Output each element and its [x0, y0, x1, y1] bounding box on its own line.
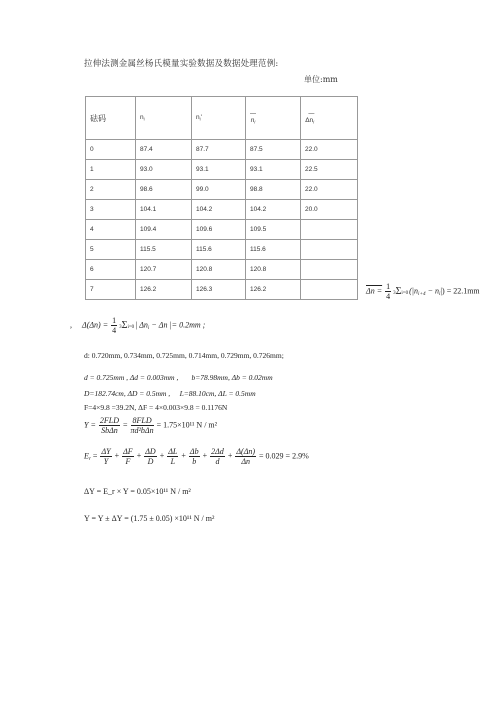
mean-delta-n-formula: Δn = $\frac{1}{4}$ $3\Sigma i=0(|n_{i+4} - n_i|) = 22.1mm$: [366, 282, 480, 301]
table-cell: 0: [86, 140, 136, 160]
table-cell: 99.0: [192, 180, 246, 200]
unit-label: 单位:mm: [304, 75, 338, 84]
table-cell: 109.5: [246, 220, 301, 240]
table-cell: 109.4: [136, 220, 192, 240]
force-line: F=4×9.8 =39.2N, ΔF = 4×0.003×9.8 = 0.1176N: [84, 403, 228, 412]
table-row: [86, 180, 358, 200]
table-cell: [301, 260, 358, 280]
table-cell: 104.2: [192, 200, 246, 220]
youngs-modulus-formula: Y = $\frac{\text{2FLD}}{\text{SbΔn}}$ = $\frac{\text{8FLD}}{\text{πd²bΔn}}$ = 1.75×10¹¹ N / m²: [84, 416, 218, 435]
error-term-fraction: $\frac{\Delta Y}{Y}$: [101, 447, 111, 466]
error-term-fraction: $\frac{\Delta b}{b}$: [189, 447, 199, 466]
table-cell: 20.0: [301, 200, 358, 220]
error-term-fraction: $\frac{\Delta(\Delta n)}{\Delta n}$: [236, 447, 256, 466]
table-row: [86, 220, 358, 240]
table-cell: 7: [86, 280, 136, 300]
error-term-fraction: $\frac{\Delta L}{L}$: [168, 447, 178, 466]
table-row: [86, 260, 358, 280]
table-row: [86, 200, 358, 220]
relative-error-formula: $E_r$ = $\frac{\Delta Y}{Y}$ + $\frac{\Delta F}{F}$ + $\frac{\Delta D}{D}$ + $\frac{\Delta L}{L}$ + $\frac{\Delta b}{b}$ + $\frac{2\Delta d}{d}$ + $\frac{\Delta(\Delta n)}{\Delta n}$ = 0.029 = 2.9%: [84, 447, 309, 466]
table-cell: 115.6: [246, 240, 301, 260]
page-title: 拉伸法测金属丝杨氏模量实验数据及数据处理范例:: [84, 59, 279, 69]
table-cell: 87.5: [246, 140, 301, 160]
data-table: [85, 96, 358, 300]
table-cell: 120.8: [192, 260, 246, 280]
error-term-fraction: $\frac{\Delta F}{F}$: [123, 447, 133, 466]
table-cell: 22.5: [301, 160, 358, 180]
table-cell: 22.0: [301, 180, 358, 200]
table-cell: 93.1: [246, 160, 301, 180]
table-cell: 93.0: [136, 160, 192, 180]
D-L-line: D=182.74cm, ΔD = 0.5mm , L=88.10cm, ΔL = 0.5mm: [84, 389, 256, 398]
table-cell: 6: [86, 260, 136, 280]
table-row: [86, 280, 358, 300]
header-ni-mean: — $n_i$: [246, 97, 301, 140]
table-cell: [301, 220, 358, 240]
table-row: [86, 140, 358, 160]
table-cell: 126.2: [136, 280, 192, 300]
table-cell: 98.8: [246, 180, 301, 200]
table-cell: 22.0: [301, 140, 358, 160]
table-cell: 104.1: [136, 200, 192, 220]
absolute-error-line: ΔY = E_r × Y = 0.05×10¹¹ N / m²: [84, 487, 191, 496]
table-cell: 115.5: [136, 240, 192, 260]
header-ni-prime: $n_i'$: [192, 97, 246, 140]
table-cell: 87.4: [136, 140, 192, 160]
table-header-row: [86, 97, 358, 140]
diameter-measurements: d: 0.720mm, 0.734mm, 0.725mm, 0.714mm, 0.729mm, 0.726mm;: [84, 351, 284, 360]
table-cell: 120.8: [246, 260, 301, 280]
table-row: [86, 240, 358, 260]
table-cell: 1: [86, 160, 136, 180]
table-cell: 98.6: [136, 180, 192, 200]
table-cell: 104.2: [246, 200, 301, 220]
delta-delta-n-formula: , Δ(Δn) = $\frac{1}{4}$ 3Σi=0| $\Delta n_i - \Delta n$ |= 0.2mm ;: [70, 316, 206, 335]
table-cell: 2: [86, 180, 136, 200]
final-result-line: Y = Y ± ΔY = (1.75 ± 0.05) ×10¹¹ N / m²: [84, 514, 215, 523]
table-cell: 109.6: [192, 220, 246, 240]
table-cell: 87.7: [192, 140, 246, 160]
header-delta-ni: — $\Delta n_i$: [301, 97, 358, 140]
table-row: [86, 160, 358, 180]
header-weight: 砝码: [86, 97, 136, 140]
table-cell: 120.7: [136, 260, 192, 280]
table-cell: 5: [86, 240, 136, 260]
error-term-fraction: $\frac{\Delta D}{D}$: [145, 447, 156, 466]
table-cell: [301, 280, 358, 300]
header-ni: $n_i$: [136, 97, 192, 140]
table-cell: 115.6: [192, 240, 246, 260]
error-term-fraction: $\frac{2\Delta d}{d}$: [211, 447, 224, 466]
mean-dn-lhs: Δn =: [366, 286, 383, 296]
table-cell: 4: [86, 220, 136, 240]
table-cell: 126.2: [246, 280, 301, 300]
table-cell: 93.1: [192, 160, 246, 180]
table-cell: 3: [86, 200, 136, 220]
dbar-line: d = 0.725mm , Δd = 0.003mm , b=78.98mm, Δb = 0.02mm: [84, 373, 273, 382]
table-cell: 126.3: [192, 280, 246, 300]
table-cell: [301, 240, 358, 260]
